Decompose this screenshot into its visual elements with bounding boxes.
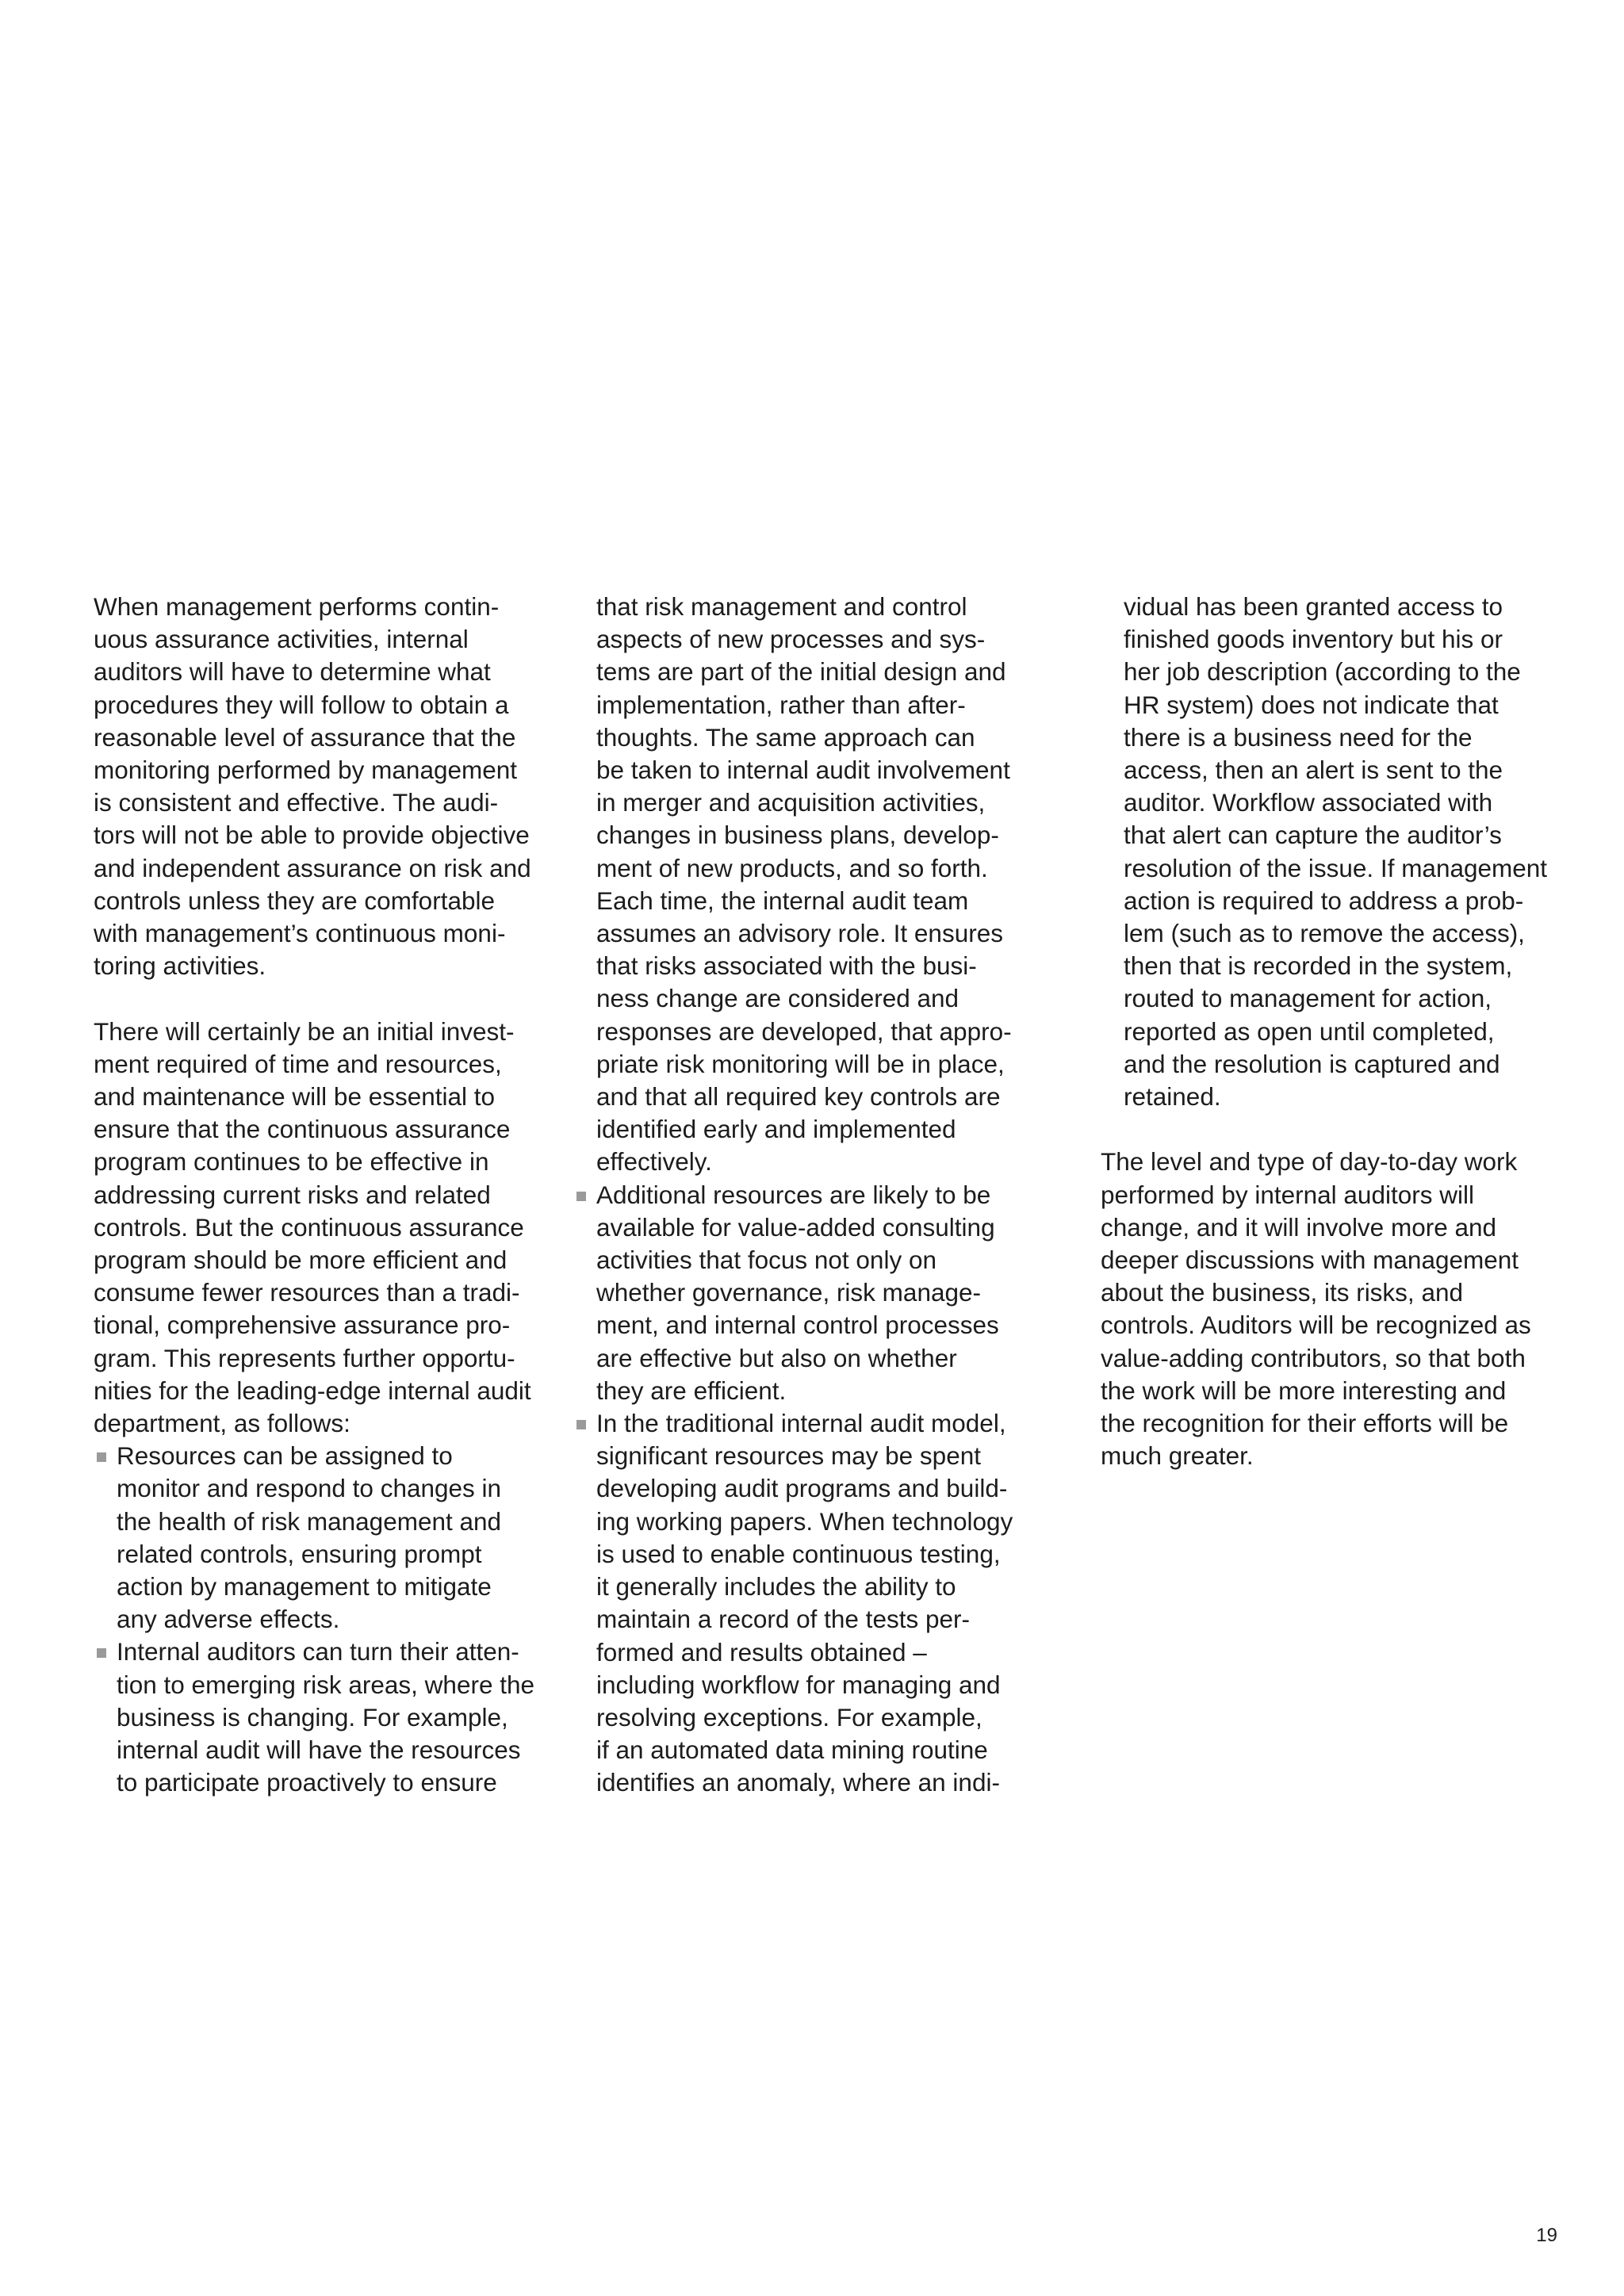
text-line: that risk management and control [596,592,967,621]
text-line: uous assurance activities, internal [94,625,469,654]
paragraph [94,1016,566,1441]
text-line: resolution of the issue. If management [1124,853,1548,882]
text-line: identifies an anomaly, where an indi- [596,1768,1000,1797]
square-bullet-icon [97,1648,106,1658]
text-line: auditors will have to determine what [94,657,491,687]
text-line: value-adding contributors, so that both [1101,1343,1526,1372]
text-line: resolving exceptions. For example, [596,1702,982,1732]
text-line: tional, comprehensive assurance pro- [94,1311,511,1340]
text-line: the work will be more interesting and [1101,1376,1507,1405]
text-line: finished goods inventory but his or [1124,625,1503,654]
text-line: tems are part of the initial design and [596,657,1006,687]
square-bullet-icon [576,1420,586,1429]
text-line: identified early and implemented [596,1115,956,1144]
text-line: action is required to address a prob- [1124,886,1524,915]
text-line: significant resources may be spent [596,1441,981,1471]
text-line: reasonable level of assurance that the [94,722,516,752]
text-line: be taken to internal audit involvement [596,756,1010,785]
text-line: there is a business need for the [1124,722,1473,752]
text-line: controls. But the continuous assurance [94,1212,524,1242]
text-line: much greater. [1101,1441,1254,1471]
text-line: about the business, its risks, and [1101,1278,1463,1307]
text-line: and that all required key controls are [596,1082,1001,1112]
text-line: the health of risk management and [117,1506,502,1536]
text-line: it generally includes the ability to [596,1572,956,1601]
bullet-first-line [94,1636,566,1668]
text-line: monitor and respond to changes in [117,1474,502,1503]
square-bullet-icon [97,1452,106,1462]
bullet-item [94,1440,566,1636]
text-line: Additional resources are likely to be [596,1180,991,1209]
paragraph [94,591,566,982]
text-line: changes in business plans, develop- [596,821,999,850]
text-line: including workflow for managing and [596,1670,1001,1699]
text-line: toring activities. [94,951,266,981]
text-line: is used to enable continuous testing, [596,1539,1001,1568]
text-line: related controls, ensuring prompt [117,1539,482,1568]
text-line: program continues to be effective in [94,1147,489,1177]
text-line: HR system) does not indicate that [1124,690,1499,719]
text-line: whether governance, risk manage- [596,1278,982,1307]
paragraph-gap [94,982,566,1015]
text-line: There will certainly be an initial invest- [94,1016,515,1046]
square-bullet-icon [576,1192,586,1201]
text-line: assumes an advisory role. It ensures [596,919,1003,948]
text-line: When management performs contin- [94,592,500,621]
text-line: that alert can capture the auditor’s [1124,821,1502,850]
text-line: department, as follows: [94,1409,350,1438]
text-line: with management’s continuous moni- [94,919,506,948]
text-line: access, then an alert is sent to the [1124,756,1503,785]
paragraph-gap [1101,1113,1573,1146]
text-line: responses are developed, that appro- [596,1016,1012,1046]
text-line: is consistent and effective. The audi- [94,788,499,817]
text-line: Internal auditors can turn their atten- [117,1637,519,1667]
text-line: priate risk monitoring will be in place, [596,1049,1005,1078]
text-line: The level and type of day-to-day work [1101,1147,1518,1177]
text-line: ment of new products, and so forth. [596,853,988,882]
text-line: tors will not be able to provide objective [94,821,530,850]
bullet-item [94,1636,566,1799]
text-line: any adverse effects. [117,1605,340,1634]
bullet-item [573,1179,1069,1407]
text-column-1 [94,591,566,1800]
text-line: gram. This represents further opportu- [94,1343,515,1372]
text-line: action by management to mitigate [117,1572,492,1601]
bullet-continuation [596,591,1069,1179]
text-line: and the resolution is captured and [1124,1049,1500,1078]
text-line: effectively. [596,1147,712,1177]
text-line: routed to management for action, [1124,984,1492,1013]
paragraph [1101,1146,1573,1472]
text-line: Each time, the internal audit team [596,886,969,915]
text-line: ness change are considered and [596,984,959,1013]
bullet-first-line [94,1440,566,1472]
text-line: controls. Auditors will be recognized as [1101,1311,1531,1340]
text-line: reported as open until completed, [1124,1016,1495,1046]
text-line: they are efficient. [596,1376,787,1405]
text-line: if an automated data mining routine [596,1735,988,1765]
text-line: controls unless they are comfortable [94,886,495,915]
text-line: aspects of new processes and sys- [596,625,986,654]
text-line: retained. [1124,1082,1221,1112]
text-line: nities for the leading-edge internal audit [94,1376,531,1405]
text-line: addressing current risks and related [94,1180,491,1209]
text-line: procedures they will follow to obtain a [94,690,509,719]
text-line: to participate proactively to ensure [117,1768,497,1797]
text-line: In the traditional internal audit model, [596,1409,1006,1438]
text-line: monitoring performed by management [94,756,518,785]
text-line: ment, and internal control processes [596,1311,999,1340]
text-line: then that is recorded in the system, [1124,951,1513,981]
text-line: maintain a record of the tests per- [596,1605,970,1634]
text-line: lem (such as to remove the access), [1124,919,1525,948]
bullet-first-line [573,1179,1069,1211]
text-line: ment required of time and resources, [94,1049,502,1078]
text-line: the recognition for their efforts will be [1101,1409,1509,1438]
text-line: available for value-added consulting [596,1212,995,1242]
text-line: thoughts. The same approach can [596,722,975,752]
bullet-item [573,1407,1069,1799]
text-line: implementation, rather than after- [596,690,966,719]
text-line: activities that focus not only on [596,1246,936,1275]
text-line: in merger and acquisition activities, [596,788,986,817]
text-line: and independent assurance on risk and [94,853,531,882]
text-line: her job description (according to the [1124,657,1521,687]
text-line: tion to emerging risk areas, where the [117,1670,535,1699]
text-line: auditor. Workflow associated with [1124,788,1493,817]
text-line: consume fewer resources than a tradi- [94,1278,520,1307]
text-column-2 [596,591,1069,1800]
page-number: 19 [1536,2225,1557,2246]
text-line: that risks associated with the busi- [596,951,977,981]
text-line: performed by internal auditors will [1101,1180,1474,1209]
text-line: program should be more efficient and [94,1246,508,1275]
text-line: business is changing. For example, [117,1702,508,1732]
text-line: developing audit programs and build- [596,1474,1008,1503]
text-line: ing working papers. When technology [596,1506,1013,1536]
text-line: internal audit will have the resources [117,1735,521,1765]
text-line: Resources can be assigned to [117,1441,453,1471]
text-line: deeper discussions with management [1101,1246,1519,1275]
text-line: change, and it will involve more and [1101,1212,1497,1242]
bullet-first-line [573,1407,1069,1440]
text-line: formed and results obtained – [596,1637,927,1667]
text-line: ensure that the continuous assurance [94,1115,511,1144]
bullet-continuation [1101,591,1573,1113]
text-column-3 [1101,591,1573,1472]
text-line: vidual has been granted access to [1124,592,1503,621]
text-line: and maintenance will be essential to [94,1082,496,1112]
text-line: are effective but also on whether [596,1343,957,1372]
